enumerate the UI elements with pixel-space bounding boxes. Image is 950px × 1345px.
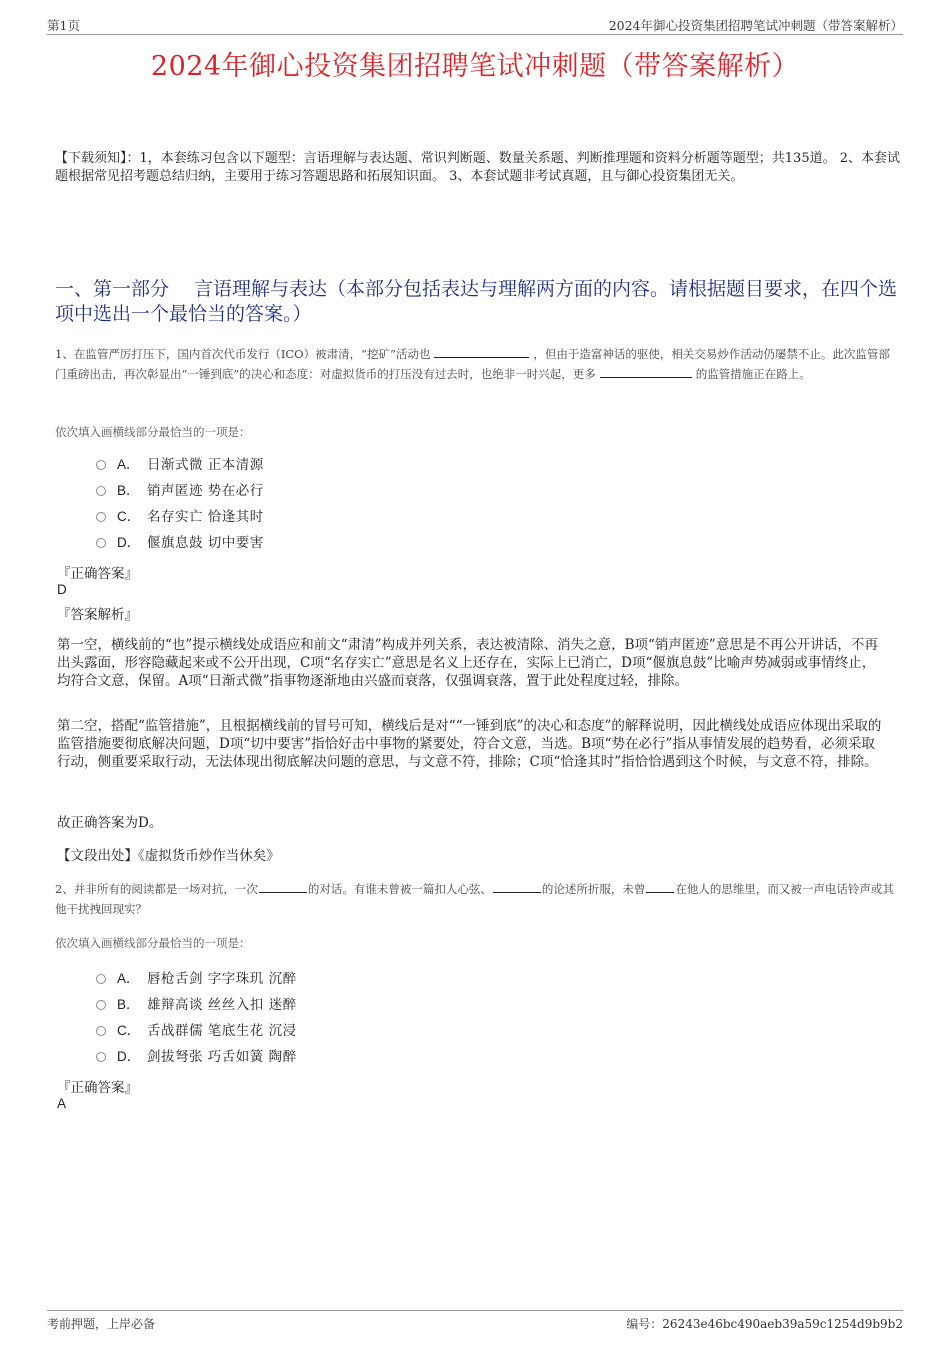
download-notice: 【下载须知】：1，本套练习包含以下题型：言语理解与表达题、常识判断题、数量关系题、判断推理题和资料分析题等题型；共135道。 2、本套试题根据常见招考题总结归纳，主要用于练习答题思路和拓展知识面。 3、本套试题非考试真题，且与御心投资集团无关。	[55, 151, 900, 184]
q2-answer-heading: 『正确答案』	[57, 1080, 138, 1096]
q2-prompt: 依次填入画横线部分最恰当的一项是：	[55, 936, 251, 950]
footer-doc-id: 编号：26243e46bc490aeb39a59c1254d9b9b2	[626, 1317, 903, 1331]
page-header	[47, 14, 903, 35]
q1-answer-heading: 『正确答案』	[57, 566, 138, 582]
radio-icon[interactable]	[96, 974, 106, 984]
q2-answer: A	[57, 1096, 67, 1111]
q2-option-a[interactable]: A． 唇枪舌剑 字字珠玑 沉醉	[96, 966, 297, 992]
radio-icon[interactable]	[96, 1026, 106, 1036]
q1-text-part1: 1、在监管严厉打压下，国内首次代币发行（ICO）被肃清，“挖矿”活动也	[55, 347, 431, 361]
q2-options	[96, 966, 297, 1070]
q2-blank-2	[493, 880, 541, 893]
header-doc-title: 2024年御心投资集团招聘笔试冲刺题（带答案解析）	[608, 18, 903, 33]
q2-blank-1	[259, 880, 307, 893]
q1-answer: D	[57, 582, 67, 597]
radio-icon[interactable]	[96, 512, 106, 522]
document-title: 2024年御心投资集团招聘笔试冲刺题（带答案解析）	[150, 51, 800, 82]
q1-analysis-paragraph-1: 第一空，横线前的“也”提示横线处成语应和前文“肃清”构成并列关系，表达被清除、消失之意，B项“销声匿迹”意思是不再公开讲话，不再出头露面，形容隐藏起来或不公开出现，C项“名存实亡”意思是名义上还存在，实际上已消亡，D项“偃旗息鼓”比喻声势减弱或事情终止，均符合文意，保留。A项“日渐式微”指事物逐渐地由兴盛而衰落，仅强调衰落，置于此处程度过轻，排除。	[57, 637, 878, 689]
q1-options	[96, 452, 264, 556]
q1-option-c[interactable]: C． 名存实亡 恰逢其时	[96, 504, 264, 530]
footer-slogan: 考前押题，上岸必备	[47, 1317, 156, 1331]
page-number: 第1页	[47, 18, 80, 33]
question-2-text	[55, 880, 900, 919]
radio-icon[interactable]	[96, 1000, 106, 1010]
q2-blank-3	[646, 880, 674, 893]
q1-source: 【文段出处】《虚拟货币炒作当休矣》	[57, 848, 280, 864]
q2-text-part4: 在他人的思维里，而又被一声电话铃声或其他干扰拽回现实？	[55, 882, 894, 916]
q1-text-part2: ，但由于造富神话的驱使，相关交易炒作活动仍屡禁不止。此次监管部门重磅出击，再次彰显出“一锤到底”的决心和态度：对虚拟货币的打压没有过去时，也绝非一时兴起，更多	[55, 347, 890, 381]
question-1-text	[55, 345, 900, 384]
q1-analysis-conclusion: 故正确答案为D。	[57, 815, 163, 831]
radio-icon[interactable]	[96, 1052, 106, 1062]
q1-blank-2	[600, 365, 692, 378]
q1-analysis-heading: 『答案解析』	[57, 607, 138, 623]
section-heading: 一、第一部分 言语理解与表达（本部分包括表达与理解两方面的内容。请根据题目要求，在四个选项中选出一个最恰当的答案。）	[55, 278, 898, 325]
radio-icon[interactable]	[96, 460, 106, 470]
q2-text-part2: 的对话。有谁未曾被一篇扣人心弦、	[307, 882, 492, 896]
q1-prompt: 依次填入画横线部分最恰当的一项是：	[55, 425, 251, 439]
q2-option-d[interactable]: D． 剑拔弩张 巧舌如簧 陶醉	[96, 1044, 297, 1070]
q2-text-part3: 的论述所折服，未曾	[541, 882, 646, 896]
q2-option-c[interactable]: C． 舌战群儒 笔底生花 沉浸	[96, 1018, 297, 1044]
q1-analysis-paragraph-2: 第二空，搭配“监管措施”，且根据横线前的冒号可知，横线后是对““一锤到底”的决心和态度”的解释说明，因此横线处成语应体现出采取的监管措施要彻底解决问题，D项“切中要害”指恰好击中事物的紧要处，符合文意，当选。B项“势在必行”指从事情发展的趋势看，必须采取行动，侧重要采取行动，无法体现出彻底解决问题的意思，与文意不符，排除；C项“恰逢其时”指恰恰遇到这个时候，与文意不符，排除。	[57, 718, 882, 770]
q2-text-part1: 2、并非所有的阅读都是一场对抗，一次	[55, 882, 258, 896]
page-footer	[47, 1310, 903, 1331]
radio-icon[interactable]	[96, 538, 106, 548]
q1-option-d[interactable]: D． 偃旗息鼓 切中要害	[96, 530, 264, 556]
q1-option-a[interactable]: A． 日渐式微 正本清源	[96, 452, 264, 478]
radio-icon[interactable]	[96, 486, 106, 496]
q2-option-b[interactable]: B． 雄辩高谈 丝丝入扣 迷醉	[96, 992, 297, 1018]
q1-blank-1	[434, 345, 529, 358]
q1-text-part3: 的监管措施正在路上。	[695, 366, 811, 381]
q1-option-b[interactable]: B． 销声匿迹 势在必行	[96, 478, 264, 504]
